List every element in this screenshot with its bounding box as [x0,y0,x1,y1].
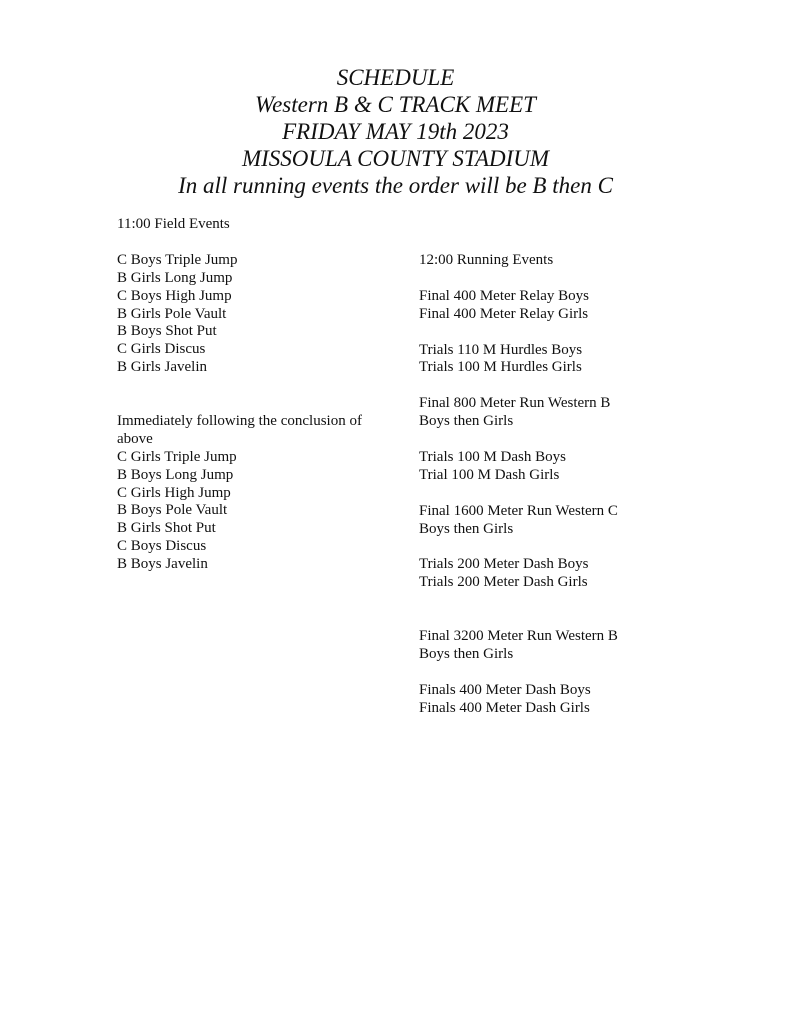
running-event-item: Final 1600 Meter Run Western C [419,502,618,519]
running-event-item: Boys then Girls [419,413,514,430]
field-event-item: C Girls Triple Jump [117,448,237,465]
field-events-column [117,216,387,574]
running-events-heading: 12:00 Running Events [419,252,554,268]
running-event-item: Trial 100 M Dash Girls [419,466,560,483]
running-event-item: Finals 400 Meter Dash Girls [419,699,590,716]
meet-date: FRIDAY MAY 19th 2023 [282,119,509,144]
field-event-item: C Boys Triple Jump [117,251,238,268]
field-event-item: B Girls Pole Vault [117,305,227,322]
running-event-item: Trials 200 Meter Dash Girls [419,574,588,591]
field-event-item: C Boys Discus [117,538,207,555]
spacer [419,538,649,556]
spacer [419,485,649,503]
meet-name: Western B & C TRACK MEET [255,92,536,117]
field-event-item: B Boys Pole Vault [117,502,228,519]
running-event-item: Trials 100 M Hurdles Girls [419,359,582,376]
spacer [117,377,387,413]
field-event-item: B Boys Shot Put [117,323,217,340]
running-event-item: Final 400 Meter Relay Girls [419,305,589,322]
spacer [419,270,649,288]
spacer [419,377,649,395]
schedule-header [0,64,791,199]
spacer [419,664,649,682]
running-event-item: Final 800 Meter Run Western B [419,395,611,412]
field-event-item: C Boys High Jump [117,287,232,304]
field-event-item: C Girls High Jump [117,484,231,501]
following-note: Immediately following the conclusion of above [117,412,362,447]
spacer [117,234,387,252]
running-event-item: Boys then Girls [419,520,514,537]
spacer [419,324,649,342]
field-event-item: B Girls Shot Put [117,520,216,537]
spacer [419,592,649,628]
running-event-item: Boys then Girls [419,645,514,662]
running-order-note: In all running events the order will be B then C [178,173,613,198]
field-events-heading: 11:00 Field Events [117,216,230,232]
schedule-title: SCHEDULE [336,65,455,90]
spacer [419,431,649,449]
running-event-item: Final 3200 Meter Run Western B [419,627,618,644]
running-event-item: Finals 400 Meter Dash Boys [419,681,591,698]
meet-venue: MISSOULA COUNTY STADIUM [241,146,550,171]
field-event-item: B Girls Javelin [117,359,207,376]
running-event-item: Final 400 Meter Relay Boys [419,287,589,304]
running-event-item: Trials 110 M Hurdles Boys [419,341,583,358]
running-events-column [419,252,649,717]
field-event-item: B Girls Long Jump [117,269,233,286]
field-event-item: B Boys Javelin [117,556,208,573]
field-event-item: C Girls Discus [117,341,206,358]
running-event-item: Trials 100 M Dash Boys [419,448,566,465]
field-event-item: B Boys Long Jump [117,466,234,483]
running-event-item: Trials 200 Meter Dash Boys [419,556,589,573]
